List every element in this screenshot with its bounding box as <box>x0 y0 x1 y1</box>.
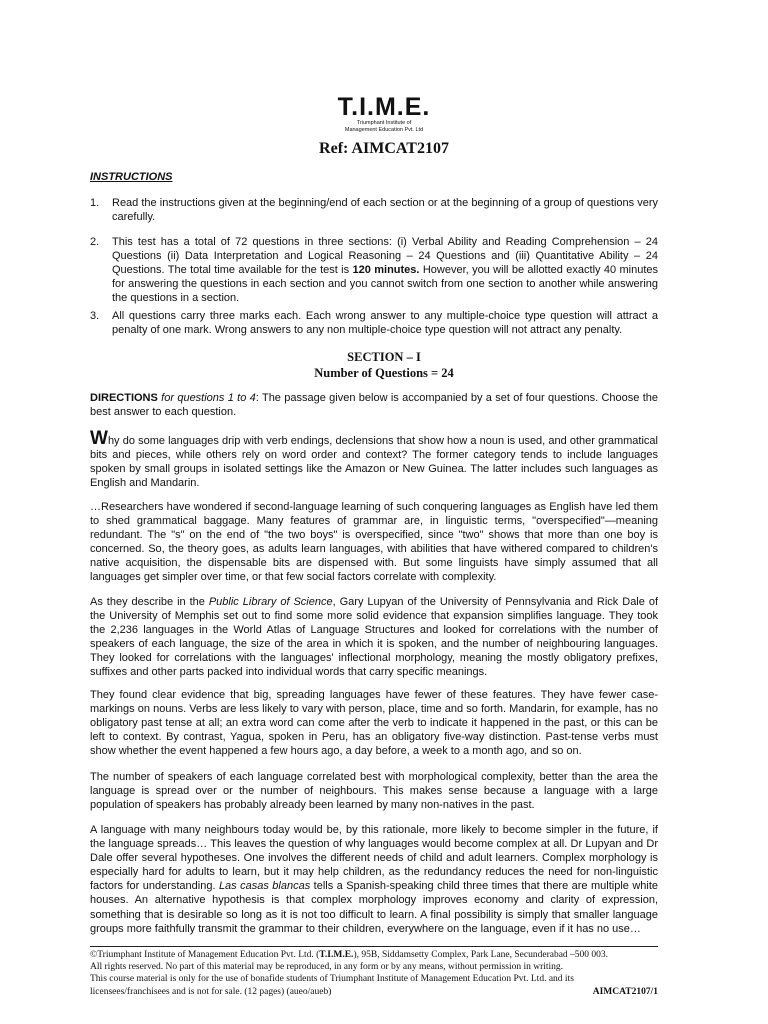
logo-subtitle-line2: Management Education Pvt. Ltd <box>344 127 424 133</box>
section-title: SECTION – I <box>347 350 421 364</box>
logo-subtitle-line1: Triumphant Institute of <box>356 120 412 126</box>
paragraph-text: , Gary Lupyan of the University of Pennsylvania and Rick Dale of the University of Memphis set out to find some more solid evidence that expansion simplifies language. They took the 2,236 languages in the World Atlas of Language Structures and looked for correlations with the number of speakers of each language, the size of the area in which it is spoken, and the number of neighbouring languages. They looked for correlations with the languages' inflectional morphology, meaning the mostly obligatory prefixes, suffixes and other parts packed into individual words that carry specific meanings. <box>90 596 658 679</box>
instruction-number: 3. <box>90 310 100 322</box>
instruction-item-1 <box>90 196 658 224</box>
drop-cap: W <box>90 428 108 449</box>
directions-text: : The passage given below is accompanied by a set of four questions. Choose the best answer to each question. <box>90 392 658 419</box>
footer-line-1 <box>90 949 658 961</box>
page-code: AIMCAT2107/1 <box>592 986 658 997</box>
footer-line-4 <box>90 986 658 998</box>
journal-name: Public Library of Science <box>208 596 333 608</box>
logo-text: T.I.M.E. <box>337 93 431 121</box>
directions-label: DIRECTIONS <box>90 392 158 404</box>
reference-code: Ref: AIMCAT2107 <box>319 140 449 157</box>
instruction-text <box>112 235 658 305</box>
directions-qualifier: for questions 1 to 4 <box>161 392 256 404</box>
instruction-text-part: However, you will be allotted exactly 40 minutes for answering the questions in each section and you cannot switch from one section to another while answering the questions in a section. <box>112 264 659 305</box>
page-footer <box>90 946 658 998</box>
instruction-item-3 <box>90 309 658 337</box>
instruction-text: All questions carry three marks each. Each wrong answer to any multiple-choice type question will attract a penalty of one mark. Wrong answers to any non multiple-choice type question will not attract any penalty. <box>112 310 658 337</box>
logo <box>0 94 768 134</box>
instruction-text-part: This test has a total of 72 questions in three sections: (i) Verbal Ability and Reading Comprehension – 24 Questions (ii) Data Interpretation and Logical Reasoning – 24 Questions and (iii) Quantitative Ability – 24 Questions. The total time available for the test is <box>112 236 658 277</box>
paragraph-text: A language with many neighbours today would be, by this rationale, more likely to become simpler in the future, if the language spreads… This leaves the question of why languages would become complex at all. Dr Lupyan and Dr Dale offer several hypotheses. One involves the different needs of child and adult learners. Complex morphology is especially hard for adults to learn, but it may help children, as the redundancy reduces the need for non-linguistic factors for understanding. <box>90 824 658 893</box>
time-limit: 120 minutes. <box>352 264 420 277</box>
footer-line-3: This course material is only for the use of bonafide students of Triumphant Institute of Management Education Pvt. Ltd. and its <box>90 974 574 985</box>
instructions-heading: INSTRUCTIONS <box>90 171 173 183</box>
footer-text: ©Triumphant Institute of Management Education Pvt. Ltd. ( <box>90 950 320 960</box>
directions <box>90 391 658 419</box>
instruction-item-2 <box>90 235 658 305</box>
passage-paragraph-3 <box>90 595 658 680</box>
passage-paragraph-6 <box>90 823 658 936</box>
footer-text: ), 95B, Siddamsetty Complex, Park Lane, Secunderabad –500 003. <box>353 950 609 960</box>
example-phrase: Las casas blancas <box>218 880 311 893</box>
paragraph-text: As they describe in the <box>90 596 209 608</box>
instruction-number: 2. <box>90 236 100 248</box>
passage-paragraph-5: The number of speakers of each language correlated best with morphological complexity, better than the area the language is spread over or the number of neighbours. This makes sense because a language with a large population of speakers has probably already been learned by many non-natives in the past. <box>90 771 658 812</box>
instruction-number: 1. <box>90 197 100 209</box>
footer-text: licensees/franchisees and is not for sale. (12 pages) (aueo/aueb) <box>90 986 332 997</box>
passage-paragraph-4: They found clear evidence that big, spreading languages have fewer of these features. They have fewer case-markings on nouns. Verbs are less likely to vary with person, place, time and so forth. Mandarin, for example, has no obligatory past tense at all; an extra word can come after the verb to indicate it happened in the past, or this can be left to context. By contrast, Yagua, spoken in Peru, has an obligatory five-way distinction. Past-tense verbs must show whether the event happened a few hours ago, a day before, a week to a month ago, and so on. <box>90 689 658 758</box>
footer-brand: T.I.M.E. <box>319 950 354 960</box>
instruction-text: Read the instructions given at the beginning/end of each section or at the beginning of a group of questions very carefully. <box>112 197 658 224</box>
section-subtitle: Number of Questions = 24 <box>314 366 454 380</box>
paragraph-text: tells a Spanish-speaking child three times that there are multiple white houses. An alternative hypothesis is that complex morphology improves economy and clarity of expression, something that is desirable so long as it is not too difficult to learn. A final possibility is simply that smaller language groups more faithfully transmit the grammar to their children, everywhere on the language, even if it has no use… <box>90 880 659 935</box>
paragraph-text: hy do some languages drip with verb endings, declensions that show how a noun is used, and other grammatical bits and pieces, while others rely on word order and context? The former category tends to include languages spoken by small groups in isolated settings like the Amazon or New Guinea. The latter includes such languages as English and Mandarin. <box>90 435 658 490</box>
passage-paragraph-1 <box>90 428 658 490</box>
footer-line-2: All rights reserved. No part of this material may be reproduced, in any form or by any means, without permission in writing. <box>90 962 564 973</box>
passage-paragraph-2: …Researchers have wondered if second-language learning of such conquering languages as English have led them to shed grammatical baggage. Many features of grammar are, in linguistic terms, "overspecified"—meaning redundant. The "s" on the end of "the two boys" is overspecified, since "two" shows that more than one boy is concerned. So, the theory goes, as adults learn languages, with abilities that have withered compared to children's native acquisition, the dispensable bits are dispensed with. But some linguists have simply assumed that all languages get simpler over time, or that few social factors correlate with complexity. <box>90 501 658 584</box>
